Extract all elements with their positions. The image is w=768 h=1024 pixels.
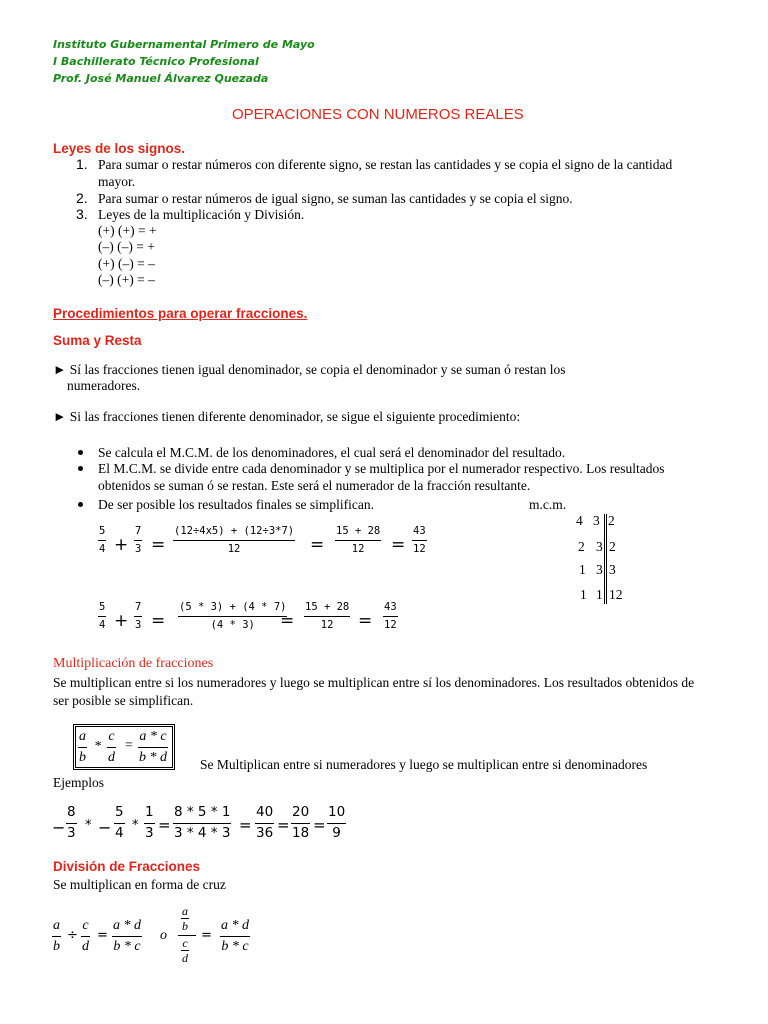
fraction: 5 4: [99, 525, 106, 555]
mcm-divider: [606, 514, 607, 604]
sign-rule: (–) (–) = +: [98, 239, 155, 254]
equals-sign: =: [239, 816, 252, 834]
list-number: 2.: [76, 190, 88, 206]
fraction: 43 12: [384, 601, 397, 631]
equals-sign: =: [151, 611, 166, 631]
mult-heading: Multiplicación de fracciones: [53, 656, 214, 671]
mcm-cell: 3: [593, 513, 600, 528]
equals-sign: =: [97, 928, 108, 943]
fraction: 15 + 28 12: [305, 601, 350, 631]
times-sign: *: [85, 818, 92, 833]
mcm-cell: 2: [608, 513, 615, 528]
signos-heading: Leyes de los signos.: [53, 141, 186, 156]
list-item: Para sumar o restar números con diferente signo, se restan las cantidades y se copia el signo de la cantidad: [98, 157, 673, 172]
equals-sign: =: [310, 535, 325, 555]
list-number: 3.: [76, 206, 88, 222]
fraction: 5 4: [99, 601, 106, 631]
arrow-item: ► Sí las fracciones tienen igual denominador, se copia el denominador y se suman ó restan los: [53, 362, 566, 377]
fraction: 15 + 28 12: [336, 525, 381, 555]
mcm-cell: 3: [596, 539, 603, 554]
fraction: 8 * 5 * 1 3 * 4 * 3: [174, 804, 231, 841]
fraction: 5 4: [115, 804, 124, 841]
fraction: a * d b * c: [113, 918, 141, 954]
mult-formula-box: a b * c d = a * c b * d: [73, 724, 175, 770]
arrow-item-cont: numeradores.: [67, 378, 141, 393]
bullet-item-cont: obtenidos se suman ó se restan. Este será el numerador de la fracción resultante.: [98, 478, 531, 493]
mcm-cell: 1: [580, 587, 587, 602]
fraction: (12÷4x5) + (12÷3*7) 12: [174, 525, 295, 555]
mcm-cell: 1: [579, 562, 586, 577]
bullet-item: De ser posible los resultados finales se simplifican.: [98, 497, 374, 512]
minus-sign: −: [52, 818, 66, 837]
equals-sign: =: [158, 816, 171, 834]
bullet-dot: [78, 502, 83, 507]
mcm-cell: 3: [596, 562, 603, 577]
times-sign: *: [132, 818, 139, 833]
equals-sign: =: [280, 611, 295, 631]
fracciones-heading: Procedimientos para operar fracciones.: [53, 306, 308, 321]
divide-sign: ÷: [67, 928, 78, 943]
fraction: 20 18: [292, 804, 310, 841]
bullet-dot: [78, 466, 83, 471]
plus-sign: +: [114, 611, 129, 631]
mcm-cell: 4: [576, 513, 583, 528]
list-item: Para sumar o restar números de igual signo, se suman las cantidades y se copia el signo.: [98, 191, 573, 206]
suma-heading: Suma y Resta: [53, 333, 142, 348]
header-teacher: Prof. José Manuel Álvarez Quezada: [53, 72, 269, 85]
equals-sign: =: [201, 928, 212, 943]
mcm-cell: 2: [609, 539, 616, 554]
or-label: o: [160, 928, 167, 943]
complex-fraction: a b c d: [178, 905, 196, 967]
fraction: 40 36: [256, 804, 274, 841]
mult-text: Se multiplican entre si los numeradores y luego se multiplican entre sí los denominadores. Los resultados obtenidos de: [53, 675, 695, 690]
bullet-dot: [78, 450, 83, 455]
bullet-item: El M.C.M. se divide entre cada denominador y se multiplica por el numerador respectivo. Los resultados: [98, 461, 665, 476]
fraction: a * d b * c: [221, 918, 249, 954]
fraction: 7 3: [135, 525, 142, 555]
fraction: c d: [82, 918, 89, 954]
header-school: Instituto Gubernamental Primero de Mayo: [53, 38, 315, 51]
list-number: 1.: [76, 156, 88, 172]
fraction: 8 3: [67, 804, 76, 841]
mcm-cell: 2: [578, 539, 585, 554]
plus-sign: +: [114, 535, 129, 555]
fraction: 10 9: [328, 804, 346, 841]
mcm-label: m.c.m.: [529, 497, 567, 512]
arrow-item: ► Si las fracciones tienen diferente denominador, se sigue el siguiente procedimiento:: [53, 409, 521, 424]
mcm-divider: [604, 514, 605, 604]
fraction: 43 12: [413, 525, 426, 555]
sign-rule: (–) (+) = –: [98, 272, 155, 287]
equals-sign: =: [151, 535, 166, 555]
list-item: Leyes de la multiplicación y División.: [98, 207, 305, 222]
sign-rule: (+) (–) = –: [98, 256, 155, 271]
fraction: 7 3: [135, 601, 142, 631]
bullet-item: Se calcula el M.C.M. de los denominadores, el cual será el denominador del resultado.: [98, 445, 566, 460]
fraction: 1 3: [145, 804, 154, 841]
div-heading: División de Fracciones: [53, 859, 201, 874]
mcm-cell: 3: [609, 562, 616, 577]
page-title: OPERACIONES CON NUMEROS REALES: [232, 106, 524, 123]
list-item-cont: mayor.: [98, 174, 136, 189]
equals-sign: =: [391, 535, 406, 555]
mult-note: Se Multiplican entre si numeradores y luego se multiplican entre si denominadores: [200, 757, 648, 772]
equals-sign: =: [358, 611, 373, 631]
minus-sign: −: [98, 818, 112, 837]
ejemplos-label: Ejemplos: [53, 775, 104, 790]
div-text: Se multiplican en forma de cruz: [53, 877, 226, 892]
mcm-cell: 1: [596, 587, 603, 602]
mult-text-cont: ser posible se simplifican.: [53, 693, 194, 708]
equals-sign: =: [277, 816, 290, 834]
equals-sign: =: [313, 816, 326, 834]
sign-rule: (+) (+) = +: [98, 223, 157, 238]
fraction: (5 * 3) + (4 * 7) (4 * 3): [179, 601, 287, 631]
header-course: I Bachillerato Técnico Profesional: [53, 55, 259, 68]
fraction: a b: [53, 918, 60, 954]
mcm-cell: 12: [609, 587, 623, 602]
